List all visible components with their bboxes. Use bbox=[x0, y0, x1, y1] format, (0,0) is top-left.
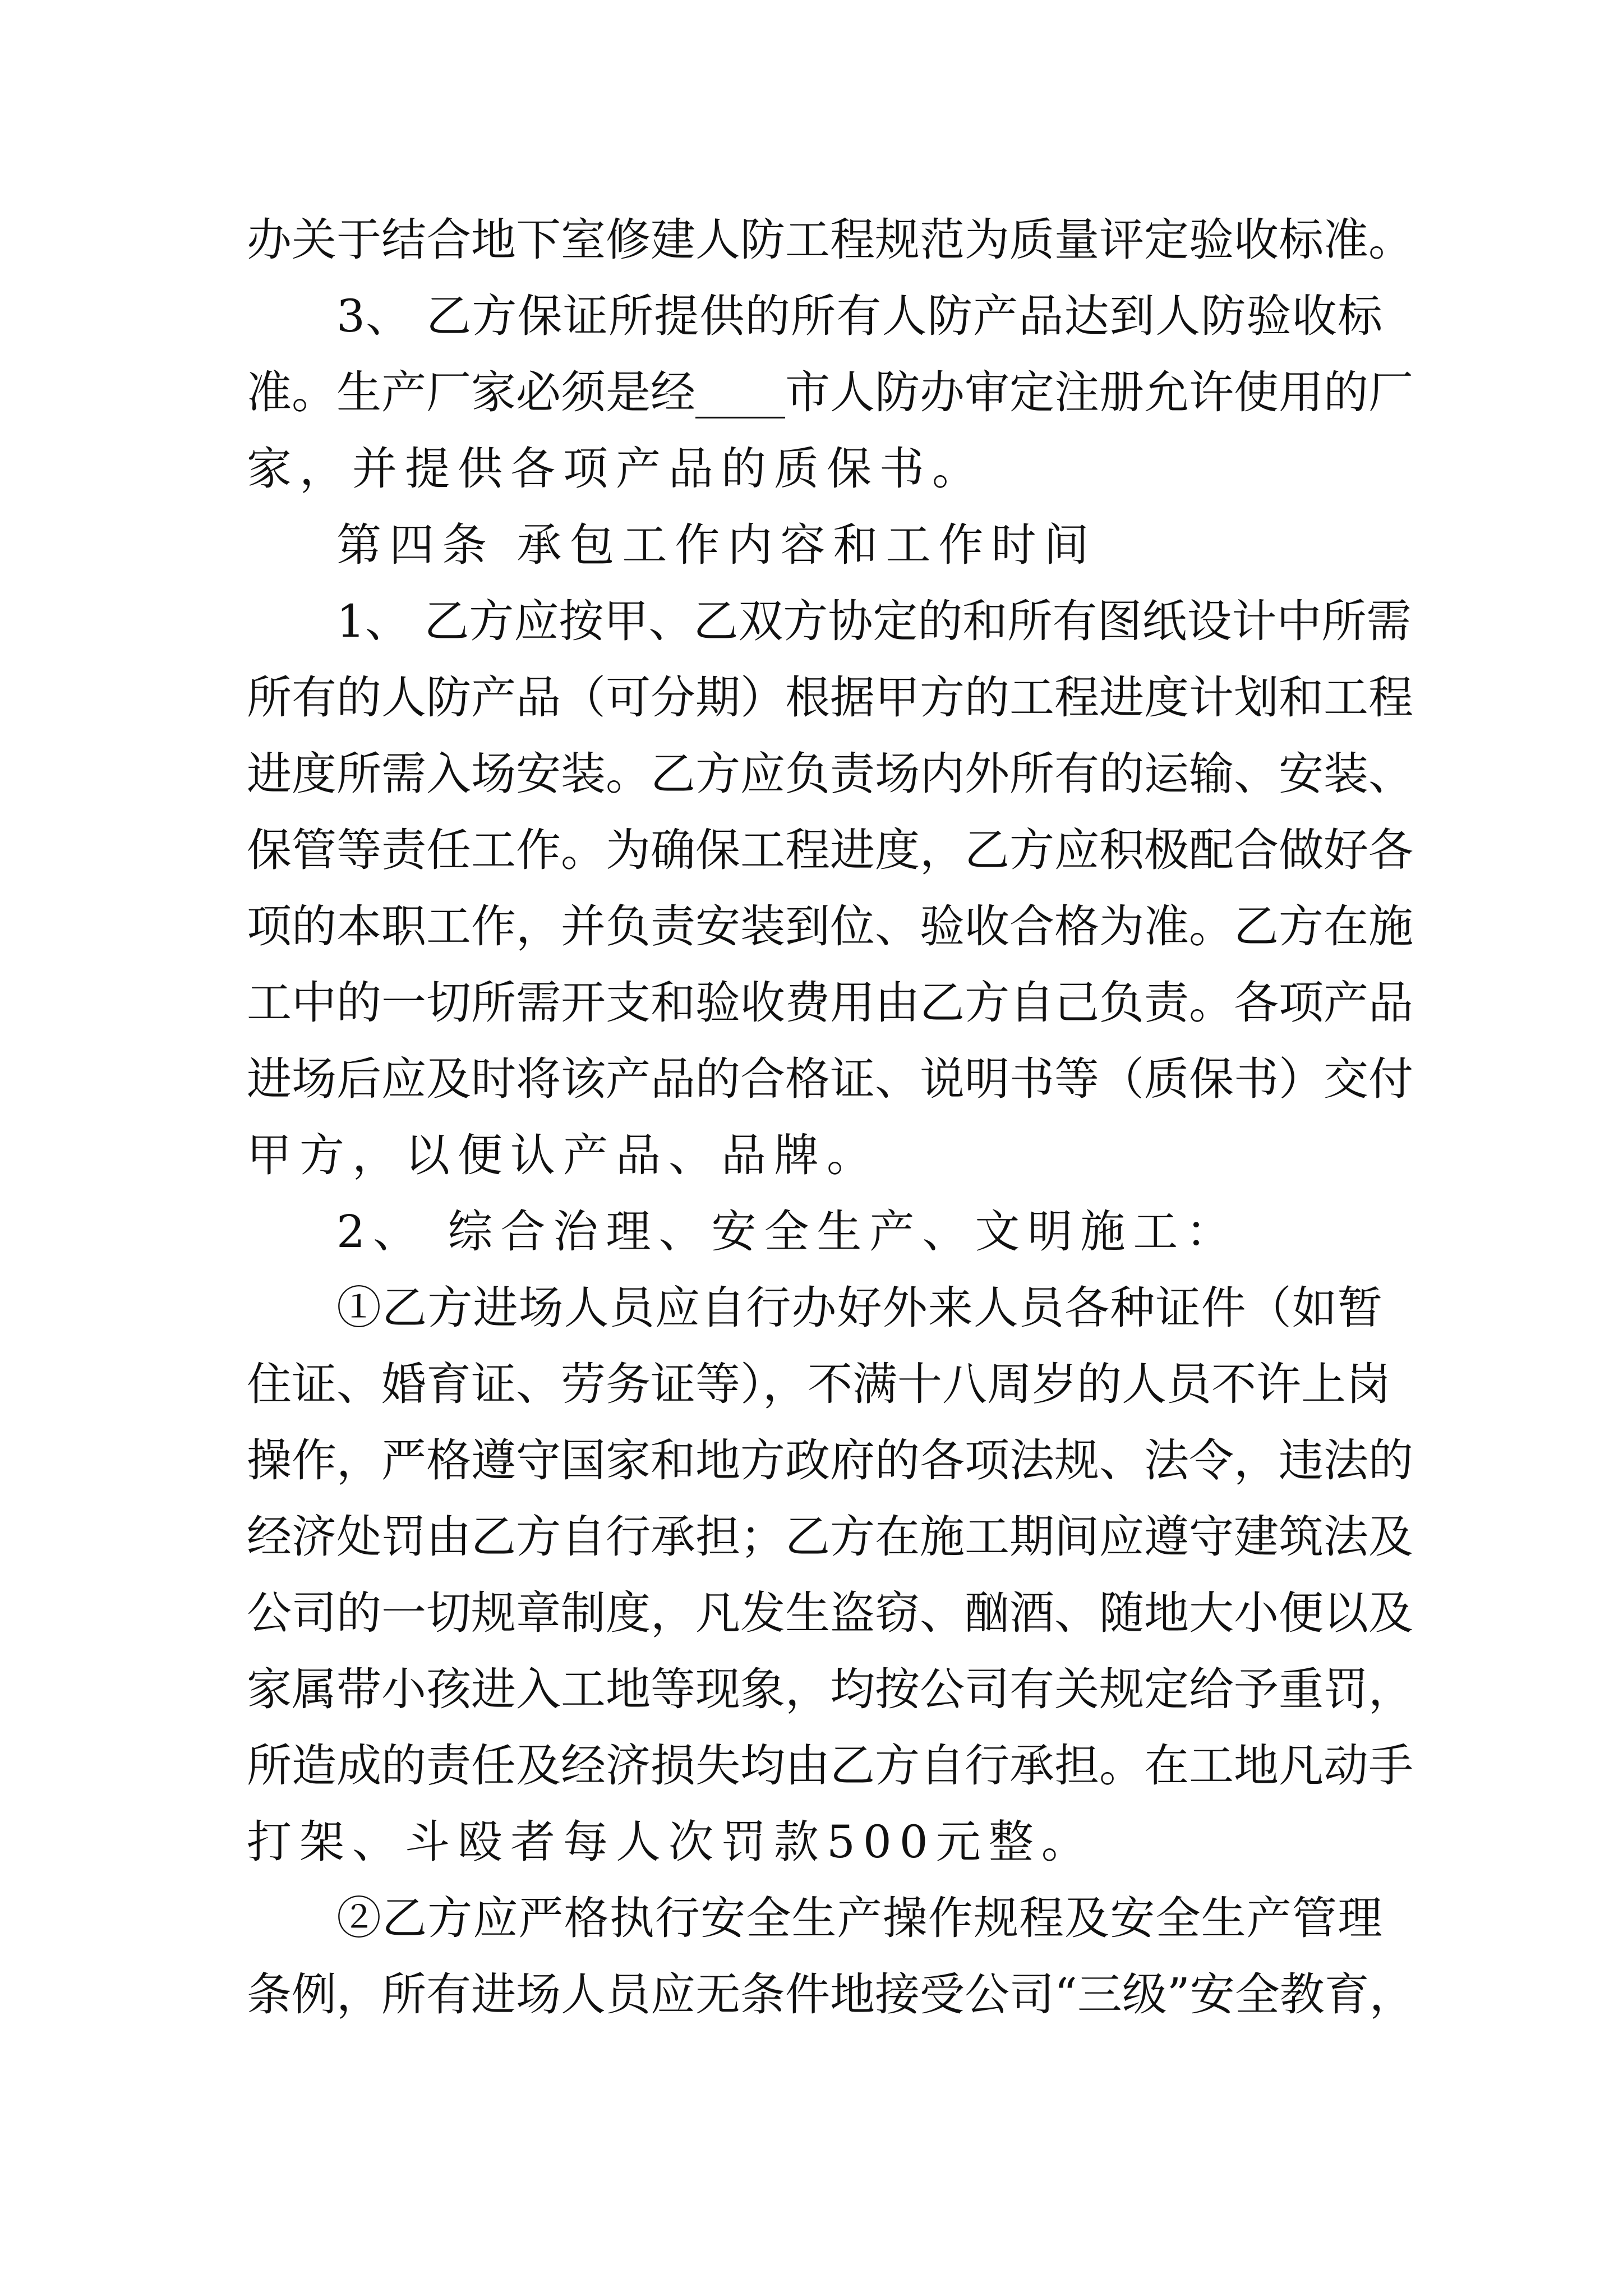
paragraph-line: 住证、婚育证、劳务证等），不满十八周岁的人员不许上岗 bbox=[247, 1358, 1391, 1410]
paragraph-line: 进场后应及时将该产品的合格证、说明书等（质保书）交付 bbox=[247, 1053, 1413, 1105]
paragraph-line: 条例，所有进场人员应无条件地接受公司“三级”安全教育， bbox=[247, 1968, 1414, 2021]
paragraph-line: 甲方，以便认产品、品牌。 bbox=[247, 1129, 879, 1181]
paragraph-line: 家属带小孩进入工地等现象，均按公司有关规定给予重罚， bbox=[247, 1663, 1413, 1715]
paragraph-line: ②乙方应严格执行安全生产操作规程及安全生产管理 bbox=[336, 1892, 1382, 1944]
paragraph-line: 2、 综合治理、安全生产、文明施工： bbox=[336, 1205, 1239, 1258]
paragraph-line: 所造成的责任及经济损失均由乙方自行承担。在工地凡动手 bbox=[247, 1740, 1413, 1792]
paragraph-line: 工中的一切所需开支和验收费用由乙方自己负责。各项产品 bbox=[247, 977, 1413, 1029]
paragraph-line: 打架、斗殴者每人次罚款500元整。 bbox=[247, 1816, 1094, 1868]
paragraph-line: 项的本职工作，并负责安装到位、验收合格为准。乙方在施 bbox=[247, 900, 1413, 953]
paragraph-line: 公司的一切规章制度，凡发生盗窃、酗酒、随地大小便以及 bbox=[247, 1587, 1413, 1639]
paragraph-line: 准。生产厂家必须是经____市人防办审定注册允许使用的厂 bbox=[247, 366, 1413, 418]
paragraph-line: 保管等责任工作。为确保工程进度，乙方应积极配合做好各 bbox=[247, 824, 1413, 876]
paragraph-line: 1、 乙方应按甲、乙双方协定的和所有图纸设计中所需 bbox=[336, 595, 1412, 647]
paragraph-line: 3、 乙方保证所提供的所有人防产品达到人防验收标 bbox=[336, 290, 1382, 342]
paragraph-line: 家，并提供各项产品的质保书。 bbox=[247, 443, 985, 495]
paragraph-line: 进度所需入场安装。乙方应负责场内外所有的运输、安装、 bbox=[247, 748, 1413, 800]
paragraph-line: 操作，严格遵守国家和地方政府的各项法规、法令，违法的 bbox=[247, 1434, 1413, 1487]
paragraph-line: 所有的人防产品（可分期）根据甲方的工程进度计划和工程 bbox=[247, 671, 1413, 724]
paragraph-line: ①乙方进场人员应自行办好外来人员各种证件（如暂 bbox=[336, 1282, 1382, 1334]
paragraph-line: 经济处罚由乙方自行承担；乙方在施工期间应遵守建筑法及 bbox=[247, 1511, 1413, 1563]
paragraph-line: 办关于结合地下室修建人防工程规范为质量评定验收标准。 bbox=[247, 214, 1413, 266]
section-heading: 第四条 承包工作内容和工作时间 bbox=[336, 519, 1097, 571]
